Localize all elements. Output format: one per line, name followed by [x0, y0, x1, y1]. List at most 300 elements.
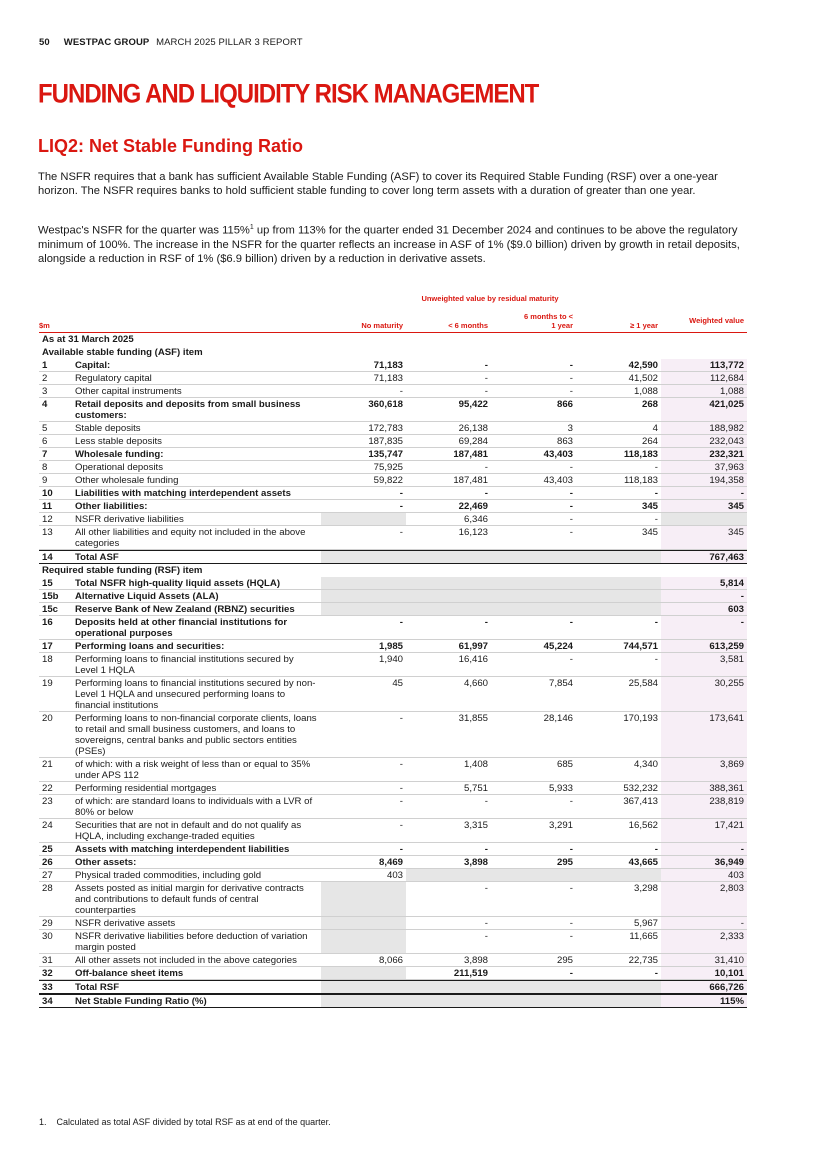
value-cell [576, 577, 661, 589]
row-number: 1 [42, 360, 48, 371]
value-cell: 211,519 [453, 968, 488, 979]
value-cell: 863 [556, 436, 573, 447]
weighted-value-cell: - [661, 487, 747, 499]
value-cell: 187,835 [368, 436, 403, 447]
weighted-value-cell: 5,814 [661, 577, 747, 589]
value-cell: 71,183 [373, 360, 403, 371]
row-number: 5 [42, 423, 48, 434]
value-cell: 71,183 [373, 373, 403, 384]
table-row [39, 385, 747, 398]
weighted-value-cell [661, 513, 747, 525]
table-row [39, 448, 747, 461]
table-row [39, 422, 747, 435]
weighted-value-cell: 767,463 [661, 551, 747, 563]
weighted-value-cell: 112,684 [661, 372, 747, 384]
row-number: 33 [42, 982, 53, 993]
value-cell [321, 577, 406, 589]
section-title: FUNDING AND LIQUIDITY RISK MANAGEMENT [38, 79, 539, 110]
value-cell: - [399, 488, 403, 499]
as-at-label: As at 31 March 2025 [42, 334, 134, 345]
table-row [39, 795, 747, 819]
value-cell: - [654, 654, 658, 665]
value-cell: - [484, 462, 488, 473]
value-cell: - [569, 796, 573, 807]
value-cell: 118,183 [623, 449, 658, 460]
value-cell [406, 995, 491, 1007]
value-cell: 1,940 [378, 654, 403, 665]
row-description: All other liabilities and equity not included in the above categories [75, 527, 306, 549]
row-description: Performing residential mortgages [75, 783, 217, 794]
value-cell: - [569, 514, 573, 525]
value-cell [576, 590, 661, 602]
value-cell: - [399, 783, 403, 794]
row-number: 2 [42, 373, 48, 384]
weighted-value-cell: 2,333 [661, 930, 747, 953]
value-cell: 8,469 [378, 857, 403, 868]
value-cell: 345 [641, 501, 658, 512]
weighted-value-cell: 36,949 [661, 856, 747, 868]
nsfr-table [39, 292, 747, 1008]
table-row [39, 500, 747, 513]
value-cell: 45,224 [543, 641, 573, 652]
value-cell: 42,590 [628, 360, 658, 371]
value-cell: - [399, 796, 403, 807]
value-cell [321, 513, 406, 525]
row-description: of which: are standard loans to individuals with a LVR of 80% or below [75, 796, 313, 818]
table-row [39, 967, 747, 980]
row-number: 4 [42, 399, 48, 410]
value-cell [491, 869, 576, 881]
table-row [39, 577, 747, 590]
row-description: Alternative Liquid Assets (ALA) [75, 591, 219, 602]
value-cell: 45 [392, 678, 403, 689]
value-cell: 43,665 [628, 857, 658, 868]
table-row [39, 917, 747, 930]
weighted-value-cell: 113,772 [661, 359, 747, 371]
value-cell: 16,123 [458, 527, 488, 538]
value-cell: - [484, 617, 488, 628]
row-description: Physical traded commodities, including gold [75, 870, 262, 881]
table-row [39, 819, 747, 843]
value-cell: 3,898 [463, 955, 488, 966]
table-row [39, 869, 747, 882]
value-cell [576, 603, 661, 615]
value-cell [321, 603, 406, 615]
col-header-weighted: Weighted value [689, 316, 744, 325]
row-number: 27 [42, 870, 53, 881]
intro-paragraph: The NSFR requires that a bank has sufficient Available Stable Funding (ASF) to cover its Required Stable Funding (RSF) over a one-year horizon. The NSFR requires banks to hold sufficient stable funding to cover long term assets with a duration of greater than one year. [38, 171, 718, 197]
value-cell [491, 590, 576, 602]
value-cell: 367,413 [623, 796, 658, 807]
row-number: 19 [42, 678, 53, 689]
col-header-no-maturity: No maturity [361, 321, 403, 330]
table-row [39, 616, 747, 640]
value-cell: - [569, 844, 573, 855]
value-cell: - [569, 931, 573, 942]
footnote-number: 1. [39, 1117, 47, 1127]
row-number: 11 [42, 501, 53, 512]
weighted-value-cell: 232,043 [661, 435, 747, 447]
weighted-value-cell: 613,259 [661, 640, 747, 652]
row-number: 30 [42, 931, 53, 942]
value-cell: 31,855 [458, 713, 488, 724]
value-cell: 187,481 [453, 449, 488, 460]
value-cell [491, 603, 576, 615]
value-cell: - [484, 386, 488, 397]
row-description: Assets posted as initial margin for derivative contracts and contributions to default funds of central counterparties [75, 883, 304, 916]
table-row [39, 461, 747, 474]
value-cell [576, 551, 661, 563]
weighted-value-cell: - [661, 917, 747, 929]
weighted-value-cell: 403 [661, 869, 747, 881]
row-description: Total NSFR high-quality liquid assets (HQLA) [75, 578, 281, 589]
table-row [39, 590, 747, 603]
value-cell: 295 [556, 955, 573, 966]
value-cell: 3,291 [548, 820, 573, 831]
value-cell: - [569, 883, 573, 894]
row-description: Total ASF [75, 552, 119, 563]
row-number: 12 [42, 514, 53, 525]
nsfr-paragraph-start: Westpac's NSFR for the quarter was 115% [38, 224, 250, 237]
row-description: Other assets: [75, 857, 137, 868]
value-cell: 16,416 [458, 654, 488, 665]
value-cell: - [654, 488, 658, 499]
row-description: Retail deposits and deposits from small business customers: [75, 399, 301, 421]
value-cell: - [569, 617, 573, 628]
value-cell: 5,751 [463, 783, 488, 794]
value-cell: 16,562 [628, 820, 658, 831]
value-cell [576, 995, 661, 1007]
value-cell: 345 [641, 527, 658, 538]
col-header-6to1-line1: 6 months to < [524, 312, 573, 321]
weighted-value-cell: 1,088 [661, 385, 747, 397]
table-row [39, 930, 747, 954]
table-row [39, 980, 747, 994]
value-cell: 22,469 [458, 501, 488, 512]
row-description: NSFR derivative assets [75, 918, 176, 929]
weighted-value-cell: 3,581 [661, 653, 747, 676]
weighted-value-cell: 194,358 [661, 474, 747, 486]
value-cell: 22,735 [628, 955, 658, 966]
value-cell: 41,502 [628, 373, 658, 384]
value-cell: - [484, 373, 488, 384]
table-row [39, 603, 747, 616]
table-row [39, 398, 747, 422]
table-row [39, 782, 747, 795]
footnote-text: Calculated as total ASF divided by total RSF as at end of the quarter. [56, 1117, 331, 1127]
row-description: NSFR derivative liabilities before deduction of variation margin posted [75, 931, 308, 953]
weighted-value-cell: 31,410 [661, 954, 747, 966]
row-description: Capital: [75, 360, 111, 371]
value-cell: - [654, 844, 658, 855]
value-cell: 118,183 [624, 475, 658, 486]
value-cell: - [484, 918, 488, 929]
weighted-value-cell: 421,025 [661, 398, 747, 421]
col-header-sm: $m [39, 321, 50, 330]
weighted-value-cell: 345 [661, 526, 747, 549]
table-row [39, 513, 747, 526]
value-cell: - [569, 360, 573, 371]
row-description: Stable deposits [75, 423, 141, 434]
row-description: Reserve Bank of New Zealand (RBNZ) securities [75, 604, 295, 615]
row-description: Other capital instruments [75, 386, 182, 397]
footnote [39, 1117, 331, 1127]
weighted-value-cell: 603 [661, 603, 747, 615]
value-cell: - [399, 501, 403, 512]
row-number: 32 [42, 968, 53, 979]
weighted-value-cell: 2,803 [661, 882, 747, 916]
row-number: 7 [42, 449, 48, 460]
weighted-value-cell: 3,869 [661, 758, 747, 781]
weighted-value-cell: - [661, 843, 747, 855]
value-cell: - [569, 918, 573, 929]
value-cell: 1,408 [463, 759, 488, 770]
row-number: 23 [42, 796, 53, 807]
value-cell [321, 930, 406, 953]
value-cell: - [654, 617, 658, 628]
value-cell: 75,925 [373, 462, 403, 473]
value-cell: 403 [386, 870, 403, 881]
row-number: 20 [42, 713, 53, 724]
row-description: Assets with matching interdependent liabilities [75, 844, 290, 855]
row-description: Performing loans to financial institutions secured by non-Level 1 HQLA and unsecured performing loans to financial institutions [75, 678, 316, 711]
value-cell [406, 603, 491, 615]
row-number: 15c [42, 604, 59, 615]
value-cell: - [569, 462, 573, 473]
value-cell: 43,403 [543, 449, 573, 460]
row-description: of which: with a risk weight of less than or equal to 35% under APS 112 [75, 759, 311, 781]
value-cell: - [484, 844, 488, 855]
weighted-value-cell: - [661, 616, 747, 639]
row-description: Less stable deposits [75, 436, 162, 447]
report-name: MARCH 2025 PILLAR 3 REPORT [156, 37, 303, 48]
value-cell: 3 [567, 423, 573, 434]
value-cell [491, 981, 576, 993]
value-cell [321, 967, 406, 979]
row-number: 18 [42, 654, 53, 665]
row-number: 26 [42, 857, 53, 868]
value-cell: 3,898 [463, 857, 488, 868]
value-cell: 187,481 [453, 475, 488, 486]
table-header-row [39, 305, 747, 333]
weighted-value-cell: 388,361 [661, 782, 747, 794]
value-cell: 360,618 [368, 399, 403, 410]
row-number: 6 [42, 436, 48, 447]
row-description: Performing loans and securities: [75, 641, 225, 652]
value-cell: 268 [641, 399, 658, 410]
value-cell: 4 [652, 423, 658, 434]
row-number: 21 [42, 759, 53, 770]
value-cell: 69,284 [458, 436, 488, 447]
value-cell [321, 882, 406, 916]
table-row [39, 954, 747, 967]
row-number: 13 [42, 527, 53, 538]
row-number: 15 [42, 578, 53, 589]
row-description: All other assets not included in the above categories [75, 955, 297, 966]
value-cell: - [654, 462, 658, 473]
value-cell: - [654, 968, 658, 979]
row-number: 9 [42, 475, 48, 486]
asf-heading: Available stable funding (ASF) item [42, 347, 203, 358]
value-cell: - [569, 501, 573, 512]
row-description: NSFR derivative liabilities [75, 514, 184, 525]
col-header-6to1-line2: 1 year [551, 321, 573, 330]
value-cell [576, 869, 661, 881]
value-cell: - [569, 386, 573, 397]
weighted-value-cell: 173,641 [661, 712, 747, 757]
page-subtitle: LIQ2: Net Stable Funding Ratio [38, 136, 303, 156]
value-cell [491, 577, 576, 589]
rsf-heading: Required stable funding (RSF) item [42, 565, 203, 576]
weighted-value-cell: 30,255 [661, 677, 747, 711]
value-cell: 1,088 [633, 386, 658, 397]
value-cell: 744,571 [623, 641, 658, 652]
value-cell [321, 917, 406, 929]
value-cell [491, 551, 576, 563]
value-cell [321, 995, 406, 1007]
table-row [39, 677, 747, 712]
rsf-heading-row [39, 564, 747, 577]
value-cell: 61,997 [458, 641, 488, 652]
table-row [39, 487, 747, 500]
value-cell: 3,298 [633, 883, 658, 894]
row-number: 14 [42, 552, 53, 563]
value-cell [406, 590, 491, 602]
nsfr-paragraph [38, 221, 750, 266]
value-cell: - [569, 654, 573, 665]
col-header-ge1: ≥ 1 year [630, 321, 658, 330]
weighted-value-cell: 10,101 [661, 967, 747, 979]
value-cell: - [484, 796, 488, 807]
table-row [39, 550, 747, 564]
value-cell: 59,822 [373, 475, 403, 486]
value-cell: 135,747 [368, 449, 403, 460]
row-description: Deposits held at other financial institutions for operational purposes [75, 617, 288, 639]
value-cell [491, 995, 576, 1007]
value-cell [406, 551, 491, 563]
col-header-lt6: < 6 months [448, 321, 488, 330]
footnote-ref: 1 [249, 224, 254, 231]
value-cell [321, 551, 406, 563]
row-description: Other liabilities: [75, 501, 148, 512]
row-number: 31 [42, 955, 53, 966]
weighted-value-cell: 238,819 [661, 795, 747, 818]
asf-body [39, 359, 747, 564]
table-row [39, 712, 747, 758]
row-number: 16 [42, 617, 53, 628]
row-number: 28 [42, 883, 53, 894]
row-description: Off-balance sheet items [75, 968, 184, 979]
weighted-value-cell: 17,421 [661, 819, 747, 842]
value-cell: - [484, 883, 488, 894]
value-cell: - [569, 968, 573, 979]
row-number: 22 [42, 783, 53, 794]
as-at-row [39, 333, 747, 346]
table-row [39, 882, 747, 917]
table-span-header [39, 292, 747, 305]
row-description: Regulatory capital [75, 373, 152, 384]
value-cell: 5,933 [548, 783, 573, 794]
weighted-value-cell: 115% [661, 995, 747, 1007]
table-row [39, 359, 747, 372]
value-cell: 8,066 [378, 955, 403, 966]
row-description: Securities that are not in default and do not qualify as HQLA, including exchange-traded equities [75, 820, 302, 842]
value-cell: - [399, 844, 403, 855]
value-cell: 295 [556, 857, 573, 868]
value-cell: 7,854 [548, 678, 573, 689]
value-cell: - [484, 931, 488, 942]
value-cell: - [484, 360, 488, 371]
table-row [39, 994, 747, 1008]
value-cell [406, 577, 491, 589]
row-description: Other wholesale funding [75, 475, 179, 486]
value-cell: 25,584 [628, 678, 658, 689]
value-cell: 866 [556, 399, 573, 410]
row-number: 3 [42, 386, 48, 397]
value-cell: - [654, 514, 658, 525]
value-cell: - [484, 488, 488, 499]
col-header-6to1 [491, 312, 576, 330]
row-number: 29 [42, 918, 53, 929]
rsf-body [39, 577, 747, 1008]
value-cell: 4,660 [463, 678, 488, 689]
row-number: 15b [42, 591, 59, 602]
table-row [39, 474, 747, 487]
row-description: Net Stable Funding Ratio (%) [75, 996, 207, 1007]
row-description: Total RSF [75, 982, 120, 993]
value-cell [406, 869, 491, 881]
value-cell [576, 981, 661, 993]
row-number: 8 [42, 462, 48, 473]
value-cell [406, 981, 491, 993]
value-cell: - [399, 527, 403, 538]
asf-heading-row [39, 346, 747, 359]
row-description: Wholesale funding: [75, 449, 164, 460]
value-cell: - [399, 820, 403, 831]
value-cell: 11,665 [629, 931, 658, 942]
weighted-value-cell: 188,982 [661, 422, 747, 434]
value-cell: - [569, 527, 573, 538]
value-cell: - [569, 488, 573, 499]
weighted-value-cell: 345 [661, 500, 747, 512]
row-description: Performing loans to non-financial corporate clients, loans to retail and small business customers, and loans to sovereigns, central banks and public sectors entities (PSEs) [75, 713, 317, 757]
value-cell: - [399, 759, 403, 770]
value-cell: - [569, 373, 573, 384]
table-row [39, 653, 747, 677]
table-row [39, 758, 747, 782]
row-number: 25 [42, 844, 53, 855]
value-cell: 43,403 [543, 475, 573, 486]
value-cell: - [399, 617, 403, 628]
value-cell: 1,985 [378, 641, 403, 652]
value-cell: 6,346 [463, 514, 488, 525]
table-row [39, 372, 747, 385]
row-description: Liabilities with matching interdependent assets [75, 488, 291, 499]
row-number: 24 [42, 820, 53, 831]
page-number: 50 [39, 37, 50, 48]
value-cell: 28,146 [543, 713, 573, 724]
value-cell: 172,783 [368, 423, 403, 434]
unweighted-header: Unweighted value by residual maturity [421, 294, 559, 303]
value-cell: 5,967 [633, 918, 658, 929]
value-cell: 26,138 [458, 423, 488, 434]
value-cell: 532,232 [623, 783, 658, 794]
value-cell: - [399, 713, 403, 724]
row-number: 34 [42, 996, 53, 1007]
weighted-value-cell: 232,321 [661, 448, 747, 460]
row-description: Performing loans to financial institutions secured by Level 1 HQLA [75, 654, 294, 676]
value-cell: 4,340 [633, 759, 658, 770]
